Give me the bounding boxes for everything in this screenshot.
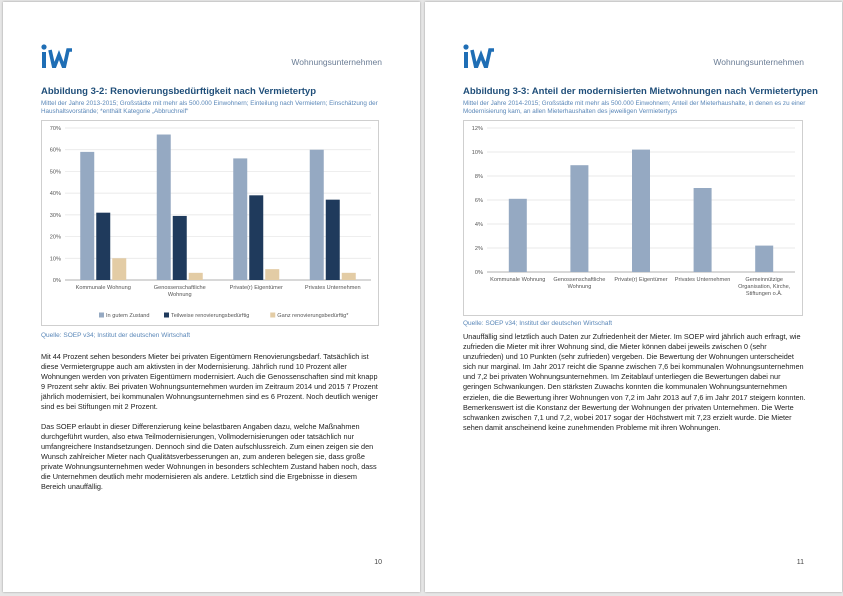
y-tick-label: 40% bbox=[49, 191, 61, 198]
running-header: Wohnungsunternehmen bbox=[291, 57, 382, 67]
bar bbox=[265, 269, 279, 280]
y-tick-label: 4% bbox=[474, 222, 483, 228]
bar-chart-renovierung bbox=[41, 120, 379, 326]
bar bbox=[112, 258, 126, 280]
bar bbox=[80, 152, 94, 280]
bar bbox=[96, 213, 110, 280]
y-tick-label: 70% bbox=[49, 126, 61, 132]
bar bbox=[189, 273, 203, 280]
figure-source: Quelle: SOEP v34; Institut der deutschen Wirtschaft bbox=[41, 332, 191, 339]
y-tick-label: 10% bbox=[49, 256, 61, 263]
bar bbox=[570, 165, 588, 272]
figure-title: Abbildung 3-2: Renovierungsbedürftigkeit nach Vermietertyp bbox=[41, 86, 317, 97]
figure-subtitle: Mittel der Jahre 2013-2015; Großstädte mit mehr als 500.000 Einwohnern; Einteilung nach Vermietern; Einschätzung der Haushaltsvorstände; *enthält Kategorie „Abbruchreif“ bbox=[41, 100, 378, 115]
paragraph: Das SOEP erlaubt in dieser Differenzierung keine belastbaren Angaben dazu, welche Maßnahmen durchgeführt wurden, also etwa Teilmodernisierungen, Vollmodernisierungen oder tatsächlich nur umfangreichere Instandsetzungen. Dennoch sind die Daten aufschlussreich. Zum einen zeigen sie den Wunsch zahlreicher Mieter nach Qualitätsverbesserungen an, zum anderen belegen sie, dass große private Wohnungsunternehmen weder Wohnungen in besonders schlechtem Zustand haben noch, dass die Unternehmen deutlich mehr modernisieren als andere. Letztlich sind die Ergebnisse in diesem Bereich unauffällig. bbox=[41, 421, 377, 492]
y-tick-label: 30% bbox=[49, 212, 61, 219]
legend-label: Teilweise renovierungsbedürftig bbox=[171, 313, 250, 319]
bar bbox=[632, 150, 650, 272]
y-tick-label: 0% bbox=[52, 278, 61, 284]
y-tick-label: 60% bbox=[49, 147, 61, 154]
y-tick-label: 2% bbox=[474, 246, 483, 252]
bar bbox=[342, 273, 356, 280]
x-tick-label: Genossenschaftliche Wohnung bbox=[153, 285, 206, 298]
figure-subtitle: Mittel der Jahre 2014-2015; Großstädte mit mehr als 500.000 Einwohnern; Anteil der Mieterhaushalte, in denen es zu einer Modernisierung kam, an allen Mieterhaushalten des jeweiligen Vermietertyps bbox=[463, 100, 806, 115]
legend-swatch bbox=[99, 313, 104, 318]
x-tick-label: Kommunale Wohnung bbox=[75, 285, 131, 291]
x-tick-label: Gemeinnützige Organisation, Kirche, Stiftungen o.Ä. bbox=[738, 277, 791, 297]
x-tick-label: Genossenschaftliche Wohnung bbox=[553, 277, 606, 290]
x-tick-label: Privates Unternehmen bbox=[674, 277, 731, 283]
x-tick-label: Private(r) Eigentümer bbox=[229, 285, 283, 291]
paragraph: Unauffällig sind letztlich auch Daten zur Zufriedenheit der Mieter. Im SOEP wird jährlich auch erfragt, wie zufrieden die Mieter mit ihrer Wohnung sind, die Mieter können dabei jeweils zwischen 0 (sehr unzufrieden) und 10 Punkten (sehr zufrieden) vergeben. Die Bewertung der Wohnungen unterscheidet sich nur marginal. Im Jahr 2017 reicht die Spanne zwischen 7,6 bei kommunalen Wohnungsunternehmen und 7,2 bei privaten Wohnungsunternehmen. Im Zeitablauf unterliegen die Bewertungen dabei nur geringen Schwankungen. Den stärksten Zuwachs konnten die kommunalen Wohnungsunternehmen erzielen, die die Bewertung ihrer Wohnungen von 7,2 im Jahr 2013 auf 7,6 im Jahr 2017 steigern konnten. Bemerkenswert ist die Konstanz der Bewertung der Wohnungen der privaten Unternehmen. Die Werte schwanken zwischen 7,1 und 7,2, wobei 2017 sogar der Höchstwert mit 7,23 erzielt wurde. Die Mieter sehen damit anscheinend keine zunehmenden Probleme mit ihren Wohnungen. bbox=[463, 332, 806, 432]
iw-logo-icon bbox=[463, 44, 503, 68]
page-number: 10 bbox=[374, 559, 382, 566]
page-number: 11 bbox=[796, 559, 804, 566]
bar bbox=[755, 246, 773, 272]
legend-swatch bbox=[164, 313, 169, 318]
iw-logo-icon bbox=[41, 44, 81, 68]
paragraph: Mit 44 Prozent sehen besonders Mieter bei privaten Eigentümern Renovierungsbedarf. Tatsächlich ist diese Vermietergruppe auch am aktivsten in der Modernisierung. Jährlich rund 10 Prozent aller Wohnungen werden von privaten Eigentümern modernisiert. Auch die Genossenschaften sind mit knapp 9 Prozent sehr aktiv. Bei privaten Wohnungsunternehmen wurden im Zeitraum 2014 und 2015 7 Prozent jährlich modernisiert, bei kommunalen Wohnungsunternehmen sind es 6 Prozent. Noch deutlich weniger sind es bei Stiftungen mit 2 Prozent. bbox=[41, 352, 378, 412]
y-tick-label: 8% bbox=[474, 174, 483, 180]
x-tick-label: Privates Unternehmen bbox=[304, 285, 361, 291]
y-tick-label: 12% bbox=[471, 126, 483, 132]
bar bbox=[509, 199, 527, 272]
bar bbox=[173, 216, 187, 280]
body-text bbox=[41, 352, 381, 501]
bar bbox=[157, 135, 171, 280]
legend-swatch bbox=[270, 313, 275, 318]
bar-chart-modernisierung bbox=[463, 120, 803, 316]
chart-modernisierung bbox=[463, 120, 803, 316]
page-10 bbox=[3, 2, 420, 592]
figure-title: Abbildung 3-3: Anteil der modernisierten Mietwohnungen nach Vermietertypen bbox=[463, 86, 818, 97]
legend-label: In gutem Zustand bbox=[106, 313, 150, 319]
y-tick-label: 50% bbox=[49, 169, 61, 176]
bar bbox=[249, 195, 263, 280]
y-tick-label: 6% bbox=[474, 198, 483, 204]
y-tick-label: 0% bbox=[474, 270, 483, 276]
bar bbox=[694, 188, 712, 272]
y-tick-label: 10% bbox=[471, 150, 483, 156]
legend-label: Ganz renovierungsbedürftig* bbox=[277, 313, 349, 319]
bar bbox=[233, 158, 247, 280]
x-tick-label: Private(r) Eigentümer bbox=[614, 277, 668, 283]
figure-source: Quelle: SOEP v34; Institut der deutschen Wirtschaft bbox=[463, 320, 613, 327]
bar bbox=[310, 150, 324, 280]
x-tick-label: Kommunale Wohnung bbox=[490, 277, 546, 283]
y-tick-label: 20% bbox=[49, 234, 61, 241]
chart-renovierung bbox=[41, 120, 379, 326]
running-header: Wohnungsunternehmen bbox=[713, 57, 804, 67]
body-text bbox=[463, 332, 808, 442]
page-11 bbox=[425, 2, 842, 592]
bar bbox=[326, 200, 340, 280]
